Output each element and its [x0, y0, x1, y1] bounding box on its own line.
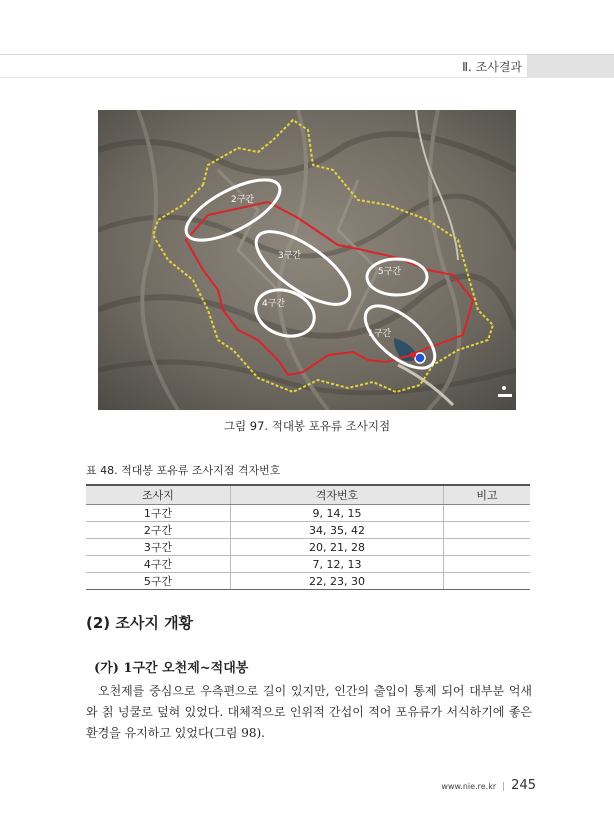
cell-note — [444, 539, 531, 556]
table-row — [86, 539, 530, 556]
header-tab — [527, 55, 614, 77]
column-header-note: 비고 — [444, 485, 531, 505]
body-paragraph: 오천제를 중심으로 우측편으로 길이 있지만, 인간의 출입이 통제 되어 대부분 억새와 칡 넝쿨로 덮혀 있었다. 대체적으로 인위적 간섭이 적어 포유류가 서식하기에 좋은 환경을 유지하고 있었다(그림 98). — [86, 684, 532, 740]
zone-label-5: 5구간 — [378, 267, 402, 277]
figure-caption: 그림 97. 적대봉 포유류 조사지점 — [223, 419, 391, 433]
section-heading: (2) 조사지 개황 — [86, 614, 194, 632]
cell-site: 2구간 — [86, 522, 231, 539]
cell-note — [444, 505, 531, 522]
satellite-map — [98, 110, 516, 410]
header-underline — [0, 77, 614, 78]
zone-label-4: 4구간 — [262, 299, 286, 309]
cell-site: 4구간 — [86, 556, 231, 573]
marker-dot-icon — [410, 352, 416, 358]
column-header-site: 조사지 — [86, 485, 231, 505]
footer-separator: | — [502, 782, 506, 792]
footer-site-url[interactable]: www.nie.re.kr — [441, 782, 497, 791]
cell-site: 1구간 — [86, 505, 231, 522]
cell-site: 5구간 — [86, 573, 231, 590]
table-row — [86, 556, 530, 573]
table-header-row — [86, 485, 530, 505]
cell-grid: 7, 12, 13 — [231, 556, 444, 573]
cell-grid: 20, 21, 28 — [231, 539, 444, 556]
cell-note — [444, 573, 531, 590]
scale-bar — [498, 394, 512, 397]
zone-label-3: 3구간 — [278, 251, 302, 261]
cell-note — [444, 522, 531, 539]
cell-grid: 9, 14, 15 — [231, 505, 444, 522]
subsection-heading: (가) 1구간 오천제~적대봉 — [94, 661, 249, 676]
grid-number-table — [86, 484, 530, 590]
table-row — [86, 573, 530, 590]
running-header: Ⅱ. 조사결과 — [462, 60, 522, 74]
table-row — [86, 505, 530, 522]
location-marker-icon — [415, 353, 425, 363]
cell-grid: 34, 35, 42 — [231, 522, 444, 539]
table-caption: 표 48. 적대봉 포유류 조사지점 격자번호 — [86, 464, 281, 477]
north-marker-icon — [502, 386, 506, 390]
cell-note — [444, 556, 531, 573]
table-row — [86, 522, 530, 539]
cell-grid: 22, 23, 30 — [231, 573, 444, 590]
survey-map-figure — [98, 110, 516, 410]
cell-site: 3구간 — [86, 539, 231, 556]
header-rule — [0, 54, 614, 55]
page-number: 245 — [511, 778, 536, 793]
column-header-grid: 격자번호 — [231, 485, 444, 505]
zone-label-2: 2구간 — [231, 195, 255, 205]
zone-label-1: 1구간 — [368, 329, 392, 339]
page-footer — [441, 778, 536, 793]
